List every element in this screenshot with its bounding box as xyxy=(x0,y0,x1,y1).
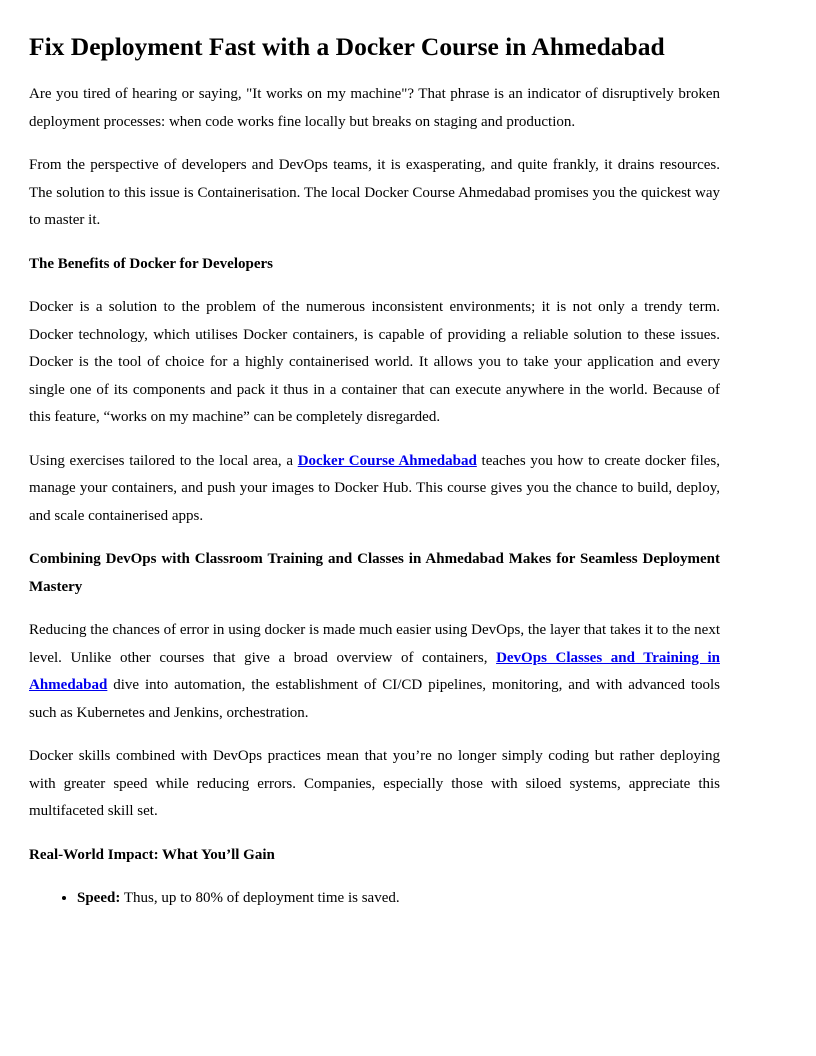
devops-paragraph-1 xyxy=(29,617,720,727)
devops-paragraph-2: Docker skills combined with DevOps practices mean that you’re no longer simply coding but rather deploying with greater speed while reducing errors. Companies, especially those with siloed systems, appreciate this multifaceted skill set. xyxy=(29,748,720,819)
document-page xyxy=(29,0,720,913)
list-item-label: Speed: xyxy=(77,890,121,906)
section-heading-devops: Combining DevOps with Classroom Training and Classes in Ahmedabad Makes for Seamless Deployment Mastery xyxy=(29,551,720,595)
section-heading-benefits: The Benefits of Docker for Developers xyxy=(29,255,273,272)
list-item-text: Thus, up to 80% of deployment time is saved. xyxy=(120,890,400,906)
paragraph-text: teaches you how to create docker files, manage your containers, and push your images to Docker Hub. This course gives you the chance to build, deploy, and scale containerised apps. xyxy=(29,452,721,524)
benefits-paragraph-1: Docker is a solution to the problem of the numerous inconsistent environments; it is not only a trendy term. Docker technology, which utilises Docker containers, is capable of providing a reliable solution to these issues. Docker is the tool of choice for a highly containerised world. It allows you to take your application and every single one of its components and pack it thus in a container that can execute anywhere in the world. Because of this feature, “works on my machine” can be completely disregarded. xyxy=(29,299,720,425)
intro-paragraph-1: Are you tired of hearing or saying, "It works on my machine"? That phrase is an indicator of disruptively broken deployment processes: when code works fine locally but breaks on staging and production. xyxy=(29,86,720,130)
impact-list xyxy=(29,885,720,913)
list-item xyxy=(77,885,720,913)
paragraph-text: dive into automation, the establishment of CI/CD pipelines, monitoring, and with advanced tools such as Kubernetes and Jenkins, orchestration. xyxy=(29,677,720,721)
page-title: Fix Deployment Fast with a Docker Course in Ahmedabad xyxy=(29,32,665,61)
docker-course-link[interactable]: Docker Course Ahmedabad xyxy=(297,452,477,469)
benefits-paragraph-2 xyxy=(29,448,720,531)
devops-classes-link[interactable]: DevOps Classes and Training in Ahmedabad xyxy=(29,649,720,693)
intro-paragraph-2: From the perspective of developers and DevOps teams, it is exasperating, and quite frankly, it drains resources. The solution to this issue is Containerisation. The local Docker Course Ahmedabad promises you the quickest way to master it. xyxy=(29,157,720,228)
paragraph-text: Reducing the chances of error in using docker is made much easier using DevOps, the layer that takes it to the next level. Unlike other courses that give a broad overview of containers, xyxy=(29,622,720,666)
section-heading-impact: Real-World Impact: What You’ll Gain xyxy=(29,846,275,863)
paragraph-text: Using exercises tailored to the local area, a xyxy=(29,452,298,469)
